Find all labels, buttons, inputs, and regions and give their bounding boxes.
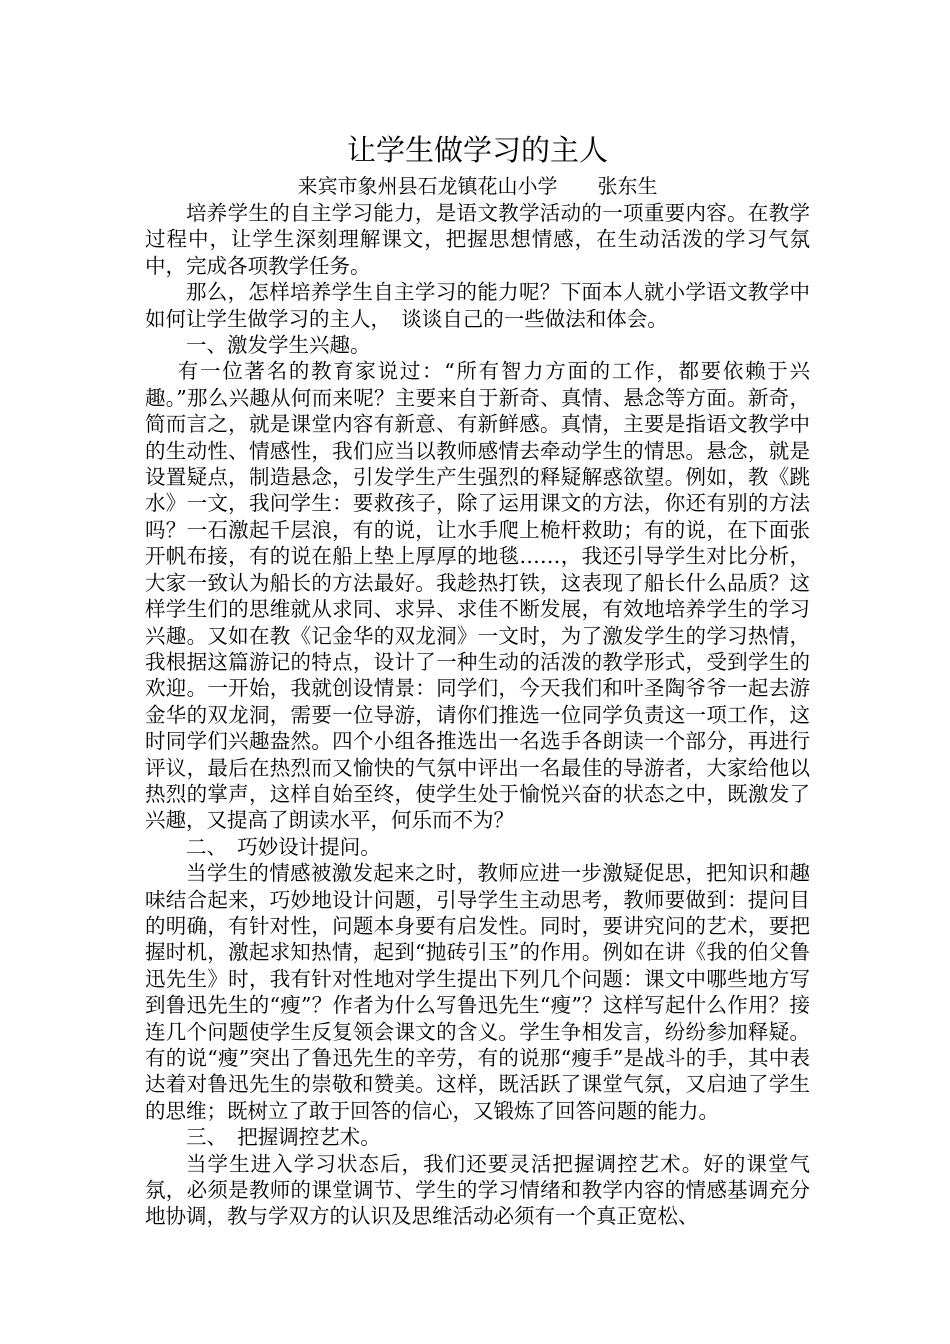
- section-body: 有一位著名的教育家说过：“所有智力方面的工作，都要依赖于兴趣。”那么兴趣从何而来呢？主要来自于新奇、真情、悬念等方面。新奇，简而言之，就是课堂内容有新意、有新鲜感。真情，主要是指语文教学中的生动性、情感性，我们应当以教师感情去牵动学生的情思。悬念，就是设置疑点，制造悬念，引发学生产生强烈的释疑解惑欲望。例如，教《跳水》一文，我问学生：要救孩子，除了运用课文的方法，你还有别的方法吗？一石激起千层浪，有的说，让水手爬上桅杆救助；有的说，在下面张开帆布接，有的说在船上垫上厚厚的地毯……，我还引导学生对比分析，大家一致认为船长的方法最好。我趁热打铁，这表现了船长什么品质？这样学生们的思维就从求同、求异、求佳不断发展，有效地培养学生的学习兴趣。又如在教《记金华的双龙洞》一文时，为了激发学生的学习热情，我根据这篇游记的特点，设计了一种生动的活泼的教学形式，受到学生的欢迎。一开始，我就创设情景：同学们，今天我们和叶圣陶爷爷一起去游金华的双龙洞，需要一位导游，请你们推选一位同学负责这一项工作，这时同学们兴趣盎然。四个小组各推选出一名选手各朗读一个部分，再进行评议，最后在热烈而又愉快的气氛中评出一名最佳的导游者，大家给他以热烈的掌声，这样自始至终，使学生处于愉悦兴奋的状态之中，既激发了兴趣，又提高了朗读水平，何乐而不为？: [145, 359, 810, 833]
- section-heading: 三、 把握调控艺术。: [186, 1125, 381, 1150]
- intro-paragraph: 培养学生的自主学习能力，是语文教学活动的一项重要内容。在教学过程中，让学生深刻理解课文，把握思想情感，在生动活泼的学习气氛中，完成各项教学任务。: [145, 201, 810, 278]
- author-line: 来宾市象州县石龙镇花山小学 张东生: [297, 174, 658, 198]
- document-title: 让学生做学习的主人: [346, 133, 608, 167]
- section-body: 当学生的情感被激发起来之时，教师应进一步激疑促思，把知识和趣味结合起来，巧妙地设计问题，引导学生主动思考，教师要做到：提问目的明确，有针对性，问题本身要有启发性。同时，要讲究问的艺术，要把握时机，激起求知热情，起到“抛砖引玉”的作用。例如在讲《我的伯父鲁迅先生》时，我有针对性地对学生提出下列几个问题：课文中哪些地方写到鲁迅先生的“瘦”？作者为什么写鲁迅先生“瘦”？这样写起什么作用？接连几个问题使学生反复领会课文的含义。学生争相发言，纷纷参加释疑。有的说“瘦”突出了鲁迅先生的辛劳，有的说那“瘦手”是战斗的手，其中表达着对鲁迅先生的崇敬和赞美。这样，既活跃了课堂气氛，又启迪了学生的思维；既树立了敢于回答的信心，又锻炼了回答问题的能力。: [145, 861, 810, 1123]
- intro-paragraph: 那么，怎样培养学生自主学习的能力呢？下面本人就小学语文教学中如何让学生做学习的主人， 谈谈自己的一些做法和体会。: [145, 280, 810, 331]
- section-heading: 二、 巧妙设计提问。: [186, 834, 381, 859]
- section-heading: 一、激发学生兴趣。: [186, 333, 371, 358]
- section-body: 当学生进入学习状态后，我们还要灵活把握调控艺术。好的课堂气氛，必须是教师的课堂调节、学生的学习情绪和教学内容的情感基调充分地协调，教与学双方的认识及思维活动必须有一个真正宽松、: [145, 1151, 810, 1229]
- document-page: [145, 128, 810, 1230]
